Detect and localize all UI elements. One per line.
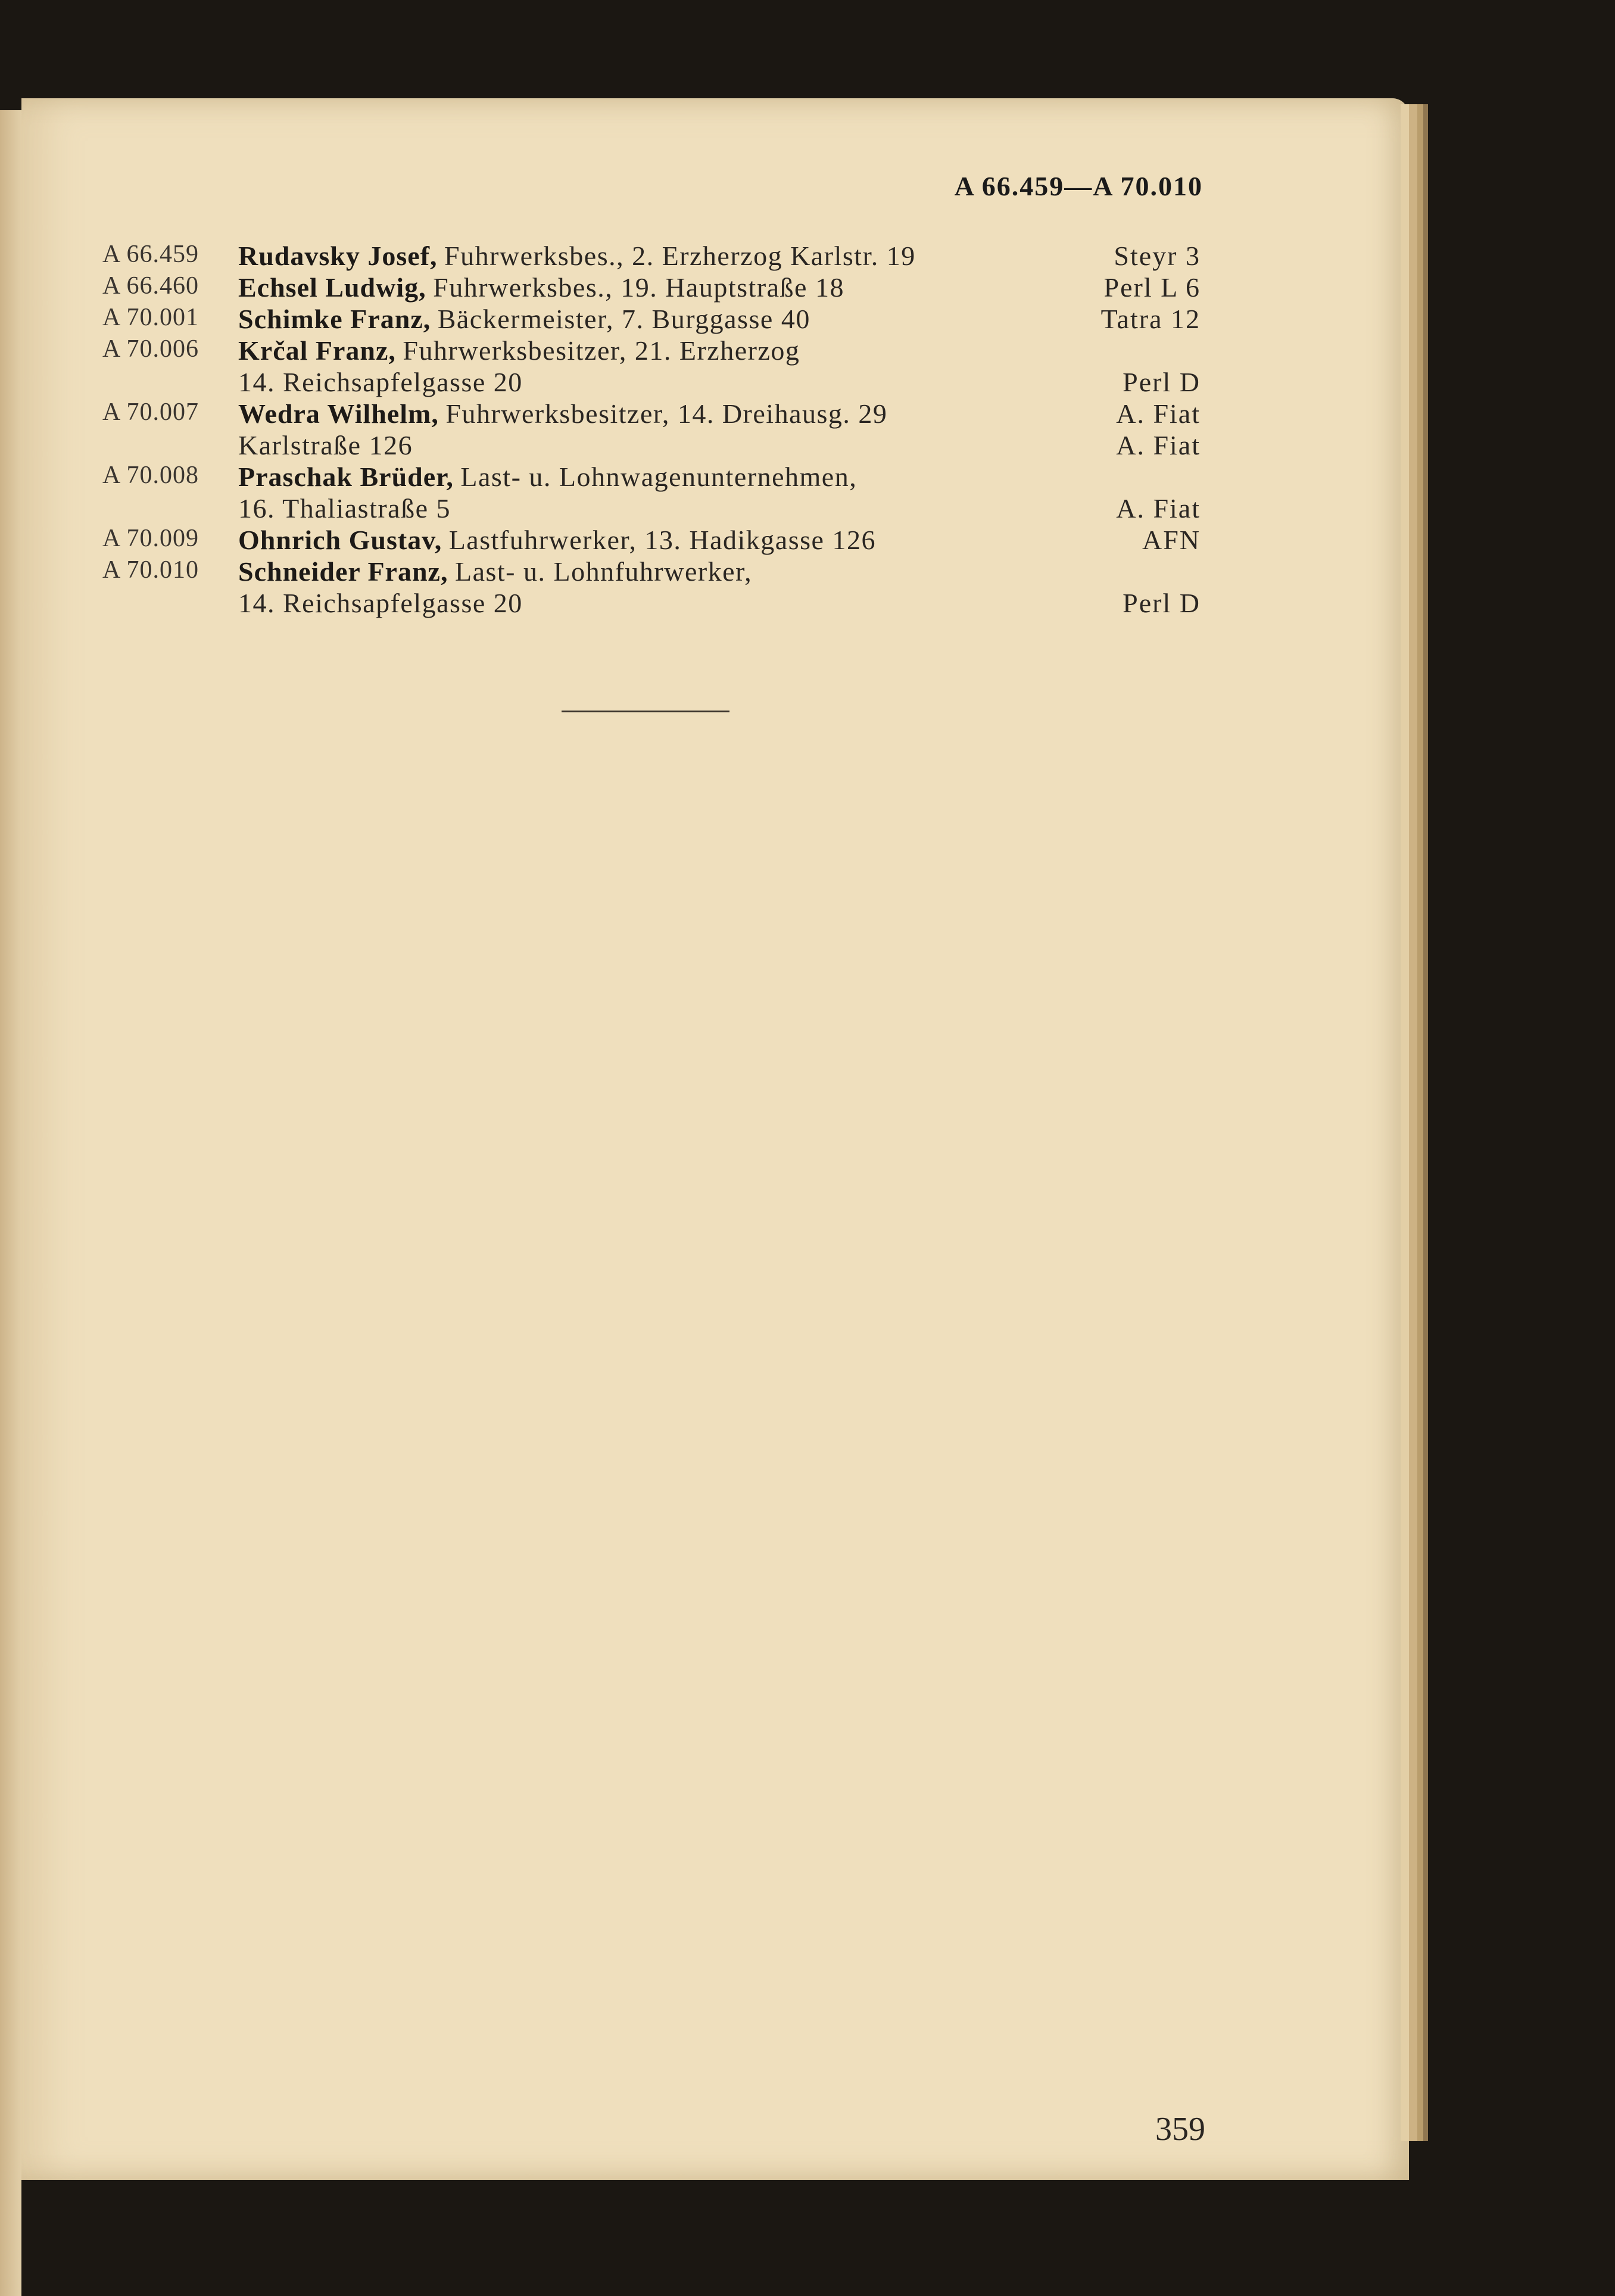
entry-vehicle: A. Fiat — [1116, 398, 1201, 429]
entry-vehicle: Perl D — [1123, 367, 1201, 397]
entry-name: Wedra Wilhelm, — [238, 398, 439, 429]
entry-vehicle: Perl D — [1123, 588, 1201, 618]
entry-code: A 66.460 — [102, 272, 199, 300]
entry-code: A 70.008 — [102, 462, 199, 489]
list-item-continuation — [0, 587, 1615, 619]
entry-vehicle: Steyr 3 — [1114, 241, 1201, 271]
entry-name: Rudavsky Josef, — [238, 241, 438, 271]
entry-detail: Bäckermeister, 7. Burggasse 40 — [437, 304, 810, 334]
list-item-continuation — [0, 493, 1615, 525]
entry-name: Schneider Franz, — [238, 556, 448, 587]
list-item — [0, 461, 1615, 493]
entry-detail: Fuhrwerksbes., 19. Hauptstraße 18 — [433, 272, 844, 303]
entry-vehicle: Tatra 12 — [1100, 304, 1201, 334]
list-item — [0, 240, 1615, 272]
entry-code: A 70.001 — [102, 304, 199, 331]
entry-name: Echsel Ludwig, — [238, 272, 426, 303]
list-item — [0, 524, 1615, 556]
entry-detail: 14. Reichsapfelgasse 20 — [238, 588, 523, 618]
section-end-rule — [562, 711, 729, 712]
entry-vehicle: A. Fiat — [1116, 493, 1201, 524]
list-item — [0, 272, 1615, 304]
entry-detail: Fuhrwerksbes., 2. Erzherzog Karlstr. 19 — [444, 241, 916, 271]
list-item — [0, 556, 1615, 588]
list-item-continuation — [0, 366, 1615, 398]
running-header: A 66.459—A 70.010 — [954, 171, 1203, 201]
entry-code: A 70.006 — [102, 335, 199, 363]
page-number: 359 — [1155, 2111, 1205, 2148]
entry-detail: 14. Reichsapfelgasse 20 — [238, 367, 523, 397]
entry-code: A 70.010 — [102, 556, 199, 584]
entry-detail: Last- u. Lohnfuhrwerker, — [454, 556, 753, 587]
entry-code: A 70.009 — [102, 525, 199, 552]
entry-code: A 66.459 — [102, 241, 199, 268]
list-item — [0, 398, 1615, 430]
entry-vehicle: A. Fiat — [1116, 430, 1201, 460]
entry-name: Ohnrich Gustav, — [238, 525, 442, 555]
entry-detail: Karlstraße 126 — [238, 430, 413, 460]
list-item — [0, 303, 1615, 335]
entry-detail: Fuhrwerksbesitzer, 14. Dreihausg. 29 — [445, 398, 888, 429]
entry-code: A 70.007 — [102, 398, 199, 426]
entry-detail: Lastfuhrwerker, 13. Hadikgasse 126 — [448, 525, 876, 555]
entry-name: Krčal Franz, — [238, 335, 396, 366]
list-item-continuation — [0, 429, 1615, 462]
entry-name: Praschak Brüder, — [238, 462, 454, 492]
entry-vehicle: AFN — [1142, 525, 1201, 555]
entry-name: Schimke Franz, — [238, 304, 431, 334]
entry-vehicle: Perl L 6 — [1103, 272, 1201, 303]
entry-detail: Last- u. Lohnwagenunternehmen, — [460, 462, 858, 492]
list-item — [0, 335, 1615, 367]
entry-detail: 16. Thaliastraße 5 — [238, 493, 451, 524]
entry-detail: Fuhrwerksbesitzer, 21. Erzherzog — [403, 335, 800, 366]
